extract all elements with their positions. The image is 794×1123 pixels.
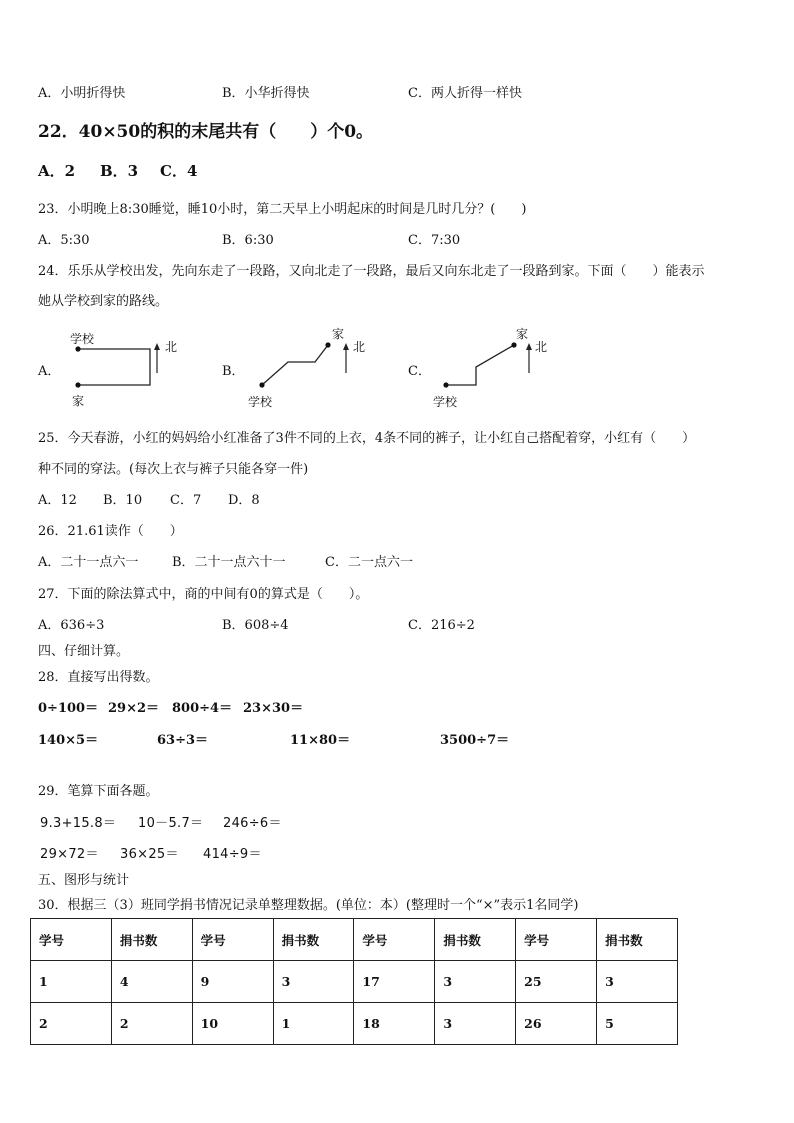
table-cell: 3	[597, 961, 678, 1003]
q21-option-a: A．小明折得快	[38, 86, 126, 101]
table-header-cell: 捐书数	[597, 919, 678, 961]
route-a-home-label: 家	[72, 394, 85, 408]
q26-stem: 26．21.61读作（ ）	[38, 524, 183, 539]
q28-item-4: 23×30＝	[243, 701, 304, 716]
table-cell: 1	[273, 1003, 354, 1045]
route-a-school-label: 学校	[70, 332, 95, 346]
table-header-cell: 捐书数	[111, 919, 192, 961]
table-cell: 2	[31, 1003, 112, 1045]
table-row	[31, 1003, 678, 1045]
section-5-heading: 五、图形与统计	[38, 873, 130, 888]
route-c-school-label: 学校	[433, 395, 458, 409]
table-cell: 9	[192, 961, 273, 1003]
q29-item-4: 29×72＝	[40, 847, 99, 862]
q29-item-5: 36×25＝	[120, 847, 179, 862]
q21-option-c: C．两人折得一样快	[408, 86, 522, 101]
q24-stem-line2: 她从学校到家的路线。	[38, 294, 169, 309]
table-cell: 3	[435, 961, 516, 1003]
q27-option-a: A．636÷3	[38, 618, 105, 633]
route-b-home-label: 家	[332, 327, 345, 341]
q24-option-a-letter: A．	[38, 364, 61, 379]
table-header-cell: 学号	[192, 919, 273, 961]
q29-stem: 29．笔算下面各题。	[38, 784, 159, 799]
q21-option-b: B．小华折得快	[222, 86, 310, 101]
q27-option-b: B．608÷4	[222, 618, 289, 633]
table-cell: 3	[273, 961, 354, 1003]
q26-option-c: C．二一点六一	[325, 555, 413, 570]
table-cell: 18	[354, 1003, 435, 1045]
table-row	[31, 961, 678, 1003]
q27-stem: 27．下面的除法算式中，商的中间有0的算式是（ ）。	[38, 587, 369, 602]
q30-stem: 30．根据三（3）班同学捐书情况记录单整理数据。(单位：本）(整理时一个“×”表示1名同学)	[38, 898, 579, 913]
q23-option-a: A．5:30	[38, 233, 90, 248]
table-cell: 10	[192, 1003, 273, 1045]
q24-option-b-letter: B．	[222, 364, 245, 379]
q29-item-6: 414÷9＝	[203, 847, 262, 862]
q24-stem-line1: 24．乐乐从学校出发，先向东走了一段路，又向北走了一段路，最后又向东北走了一段路到家。下面（ ）能表示	[38, 264, 705, 279]
table-cell: 5	[597, 1003, 678, 1045]
route-c-north-label: 北	[535, 340, 548, 354]
q22-option-a: A．2	[38, 162, 76, 180]
table-header-cell: 捐书数	[435, 919, 516, 961]
route-b-north-label: 北	[353, 340, 366, 354]
q22-option-b: B．3	[100, 162, 139, 180]
q25-option-c: C．7	[170, 493, 202, 508]
q28-item-6: 63÷3＝	[157, 733, 209, 748]
q22-stem: 22．40×50的积的末尾共有（ ）个0。	[38, 122, 374, 142]
q25-option-b: B．10	[103, 493, 143, 508]
q28-stem: 28．直接写出得数。	[38, 670, 159, 685]
q24-option-c-letter: C．	[408, 364, 431, 379]
q25-option-a: A．12	[38, 493, 77, 508]
q26-option-b: B．二十一点六十一	[172, 555, 286, 570]
route-c-home-label: 家	[516, 327, 529, 341]
q23-option-c: C．7:30	[408, 233, 461, 248]
q26-option-a: A．二十一点六一	[38, 555, 139, 570]
route-a-north-label: 北	[165, 340, 178, 354]
table-cell: 17	[354, 961, 435, 1003]
q23-stem: 23．小明晚上8:30睡觉，睡10小时，第二天早上小明起床的时间是几时几分？( )	[38, 202, 527, 217]
q25-option-d: D．8	[228, 493, 260, 508]
q28-item-3: 800÷4＝	[172, 701, 233, 716]
q22-option-c: C．4	[160, 162, 198, 180]
q28-item-8: 3500÷7＝	[440, 733, 510, 748]
table-cell: 1	[31, 961, 112, 1003]
table-header-cell: 学号	[31, 919, 112, 961]
q28-item-2: 29×2＝	[108, 701, 160, 716]
table-header-row	[31, 919, 678, 961]
q27-option-c: C．216÷2	[408, 618, 475, 633]
q29-item-1: 9.3+15.8＝	[40, 816, 117, 831]
table-header-cell: 学号	[516, 919, 597, 961]
table-cell: 25	[516, 961, 597, 1003]
q25-stem-line2: 种不同的穿法。(每次上衣与裤子只能各穿一件)	[38, 462, 309, 477]
table-header-cell: 学号	[354, 919, 435, 961]
q23-option-b: B．6:30	[222, 233, 274, 248]
table-cell: 26	[516, 1003, 597, 1045]
route-b-school-label: 学校	[248, 395, 273, 409]
q28-item-7: 11×80＝	[290, 733, 351, 748]
q28-item-5: 140×5＝	[38, 733, 99, 748]
section-4-heading: 四、仔细计算。	[38, 644, 130, 659]
table-header-cell: 捐书数	[273, 919, 354, 961]
table-cell: 3	[435, 1003, 516, 1045]
donation-table	[30, 918, 678, 1045]
q25-stem-line1: 25．今天春游，小红的妈妈给小红准备了3件不同的上衣，4条不同的裤子，让小红自己搭配着穿，小红有（ ）	[38, 431, 696, 446]
table-cell: 2	[111, 1003, 192, 1045]
q28-item-1: 0÷100＝	[38, 701, 99, 716]
q29-item-2: 10－5.7＝	[138, 816, 204, 831]
q29-item-3: 246÷6＝	[223, 816, 282, 831]
table-cell: 4	[111, 961, 192, 1003]
